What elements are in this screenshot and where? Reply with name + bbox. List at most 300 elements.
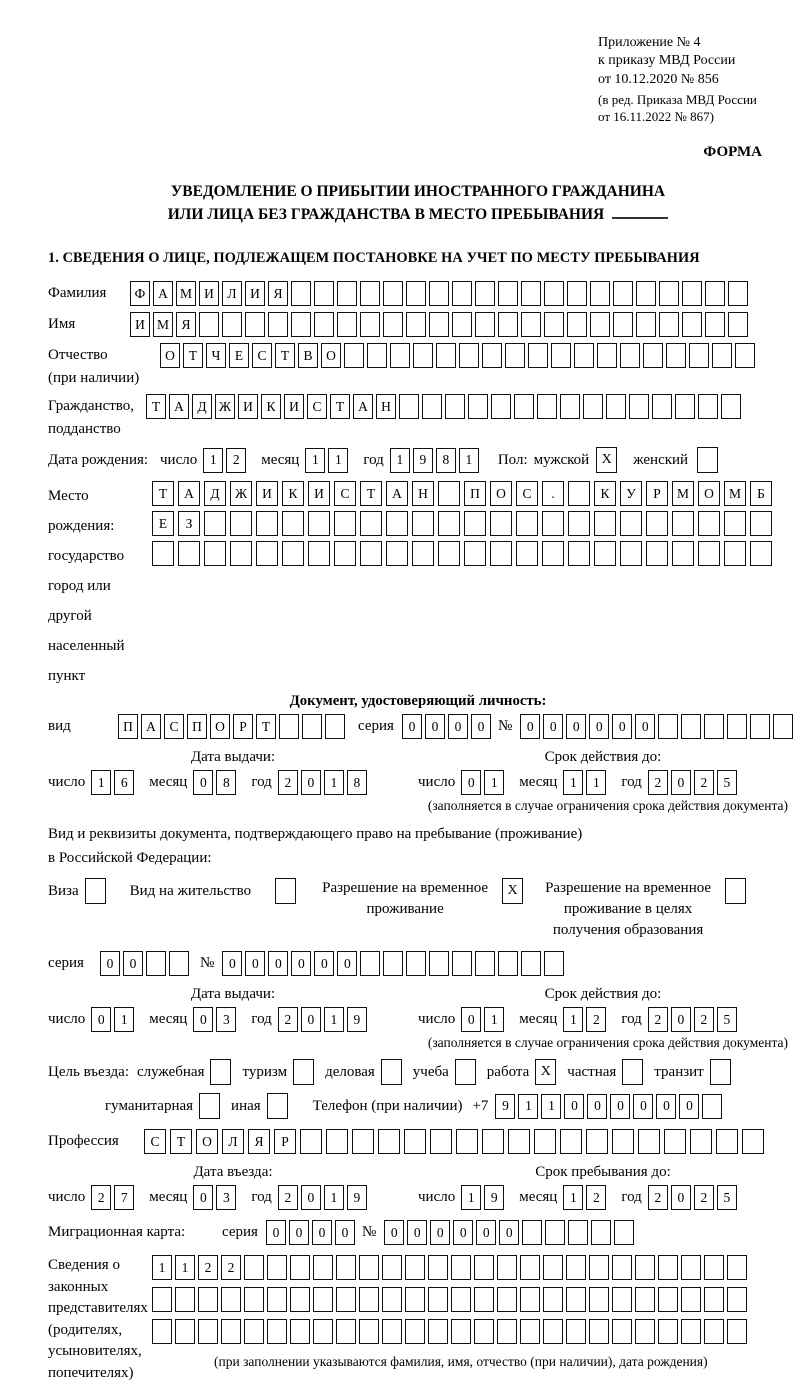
char-cell[interactable]: Ф (130, 281, 150, 306)
char-cell[interactable]: З (178, 511, 200, 536)
char-cell[interactable] (551, 343, 571, 368)
char-cell[interactable]: 2 (694, 770, 714, 795)
char-cell[interactable] (221, 1287, 241, 1312)
char-cell[interactable]: 1 (328, 448, 348, 473)
char-cell[interactable] (438, 541, 460, 566)
char-cell[interactable]: 2 (648, 770, 668, 795)
char-cell[interactable]: 0 (633, 1094, 653, 1119)
char-cell[interactable] (360, 541, 382, 566)
char-cell[interactable] (520, 1287, 540, 1312)
char-cell[interactable] (429, 951, 449, 976)
char-cell[interactable] (152, 1319, 172, 1344)
char-cell[interactable]: 1 (484, 1007, 504, 1032)
char-cell[interactable]: И (238, 394, 258, 419)
char-cell[interactable]: 9 (413, 448, 433, 473)
char-cell[interactable] (498, 951, 518, 976)
char-cell[interactable] (689, 343, 709, 368)
char-cell[interactable] (681, 1255, 701, 1280)
char-cell[interactable] (406, 312, 426, 337)
char-cell[interactable] (256, 511, 278, 536)
char-cell[interactable]: 0 (589, 714, 609, 739)
char-cell[interactable]: 0 (301, 1185, 321, 1210)
char-cell[interactable] (245, 312, 265, 337)
char-cell[interactable] (681, 714, 701, 739)
char-cell[interactable]: 0 (291, 951, 311, 976)
char-cell[interactable] (308, 511, 330, 536)
char-cell[interactable] (704, 1319, 724, 1344)
char-cell[interactable] (169, 951, 189, 976)
option-checkbox[interactable]: X (535, 1059, 556, 1085)
char-cell[interactable] (382, 1319, 402, 1344)
char-cell[interactable]: 0 (499, 1220, 519, 1245)
option-checkbox[interactable] (381, 1059, 402, 1085)
char-cell[interactable] (537, 394, 557, 419)
char-cell[interactable] (451, 1287, 471, 1312)
char-cell[interactable]: 0 (337, 951, 357, 976)
sex-male-checkbox[interactable]: X (596, 447, 617, 473)
char-cell[interactable]: О (321, 343, 341, 368)
char-cell[interactable] (589, 1255, 609, 1280)
char-cell[interactable] (612, 1255, 632, 1280)
char-cell[interactable]: С (144, 1129, 166, 1154)
char-cell[interactable]: Р (646, 481, 668, 506)
char-cell[interactable] (314, 312, 334, 337)
char-cell[interactable]: 0 (402, 714, 422, 739)
char-cell[interactable]: 1 (203, 448, 223, 473)
visa-checkbox[interactable] (85, 878, 106, 904)
char-cell[interactable] (635, 1319, 655, 1344)
char-cell[interactable]: Т (330, 394, 350, 419)
char-cell[interactable]: Р (274, 1129, 296, 1154)
char-cell[interactable] (658, 1287, 678, 1312)
char-cell[interactable] (545, 1220, 565, 1245)
char-cell[interactable]: 0 (222, 951, 242, 976)
char-cell[interactable] (721, 394, 741, 419)
char-cell[interactable] (267, 1255, 287, 1280)
char-cell[interactable]: 2 (648, 1007, 668, 1032)
char-cell[interactable]: А (153, 281, 173, 306)
char-cell[interactable] (334, 541, 356, 566)
char-cell[interactable] (560, 1129, 582, 1154)
char-cell[interactable] (635, 1255, 655, 1280)
char-cell[interactable]: 1 (563, 770, 583, 795)
char-cell[interactable] (567, 281, 587, 306)
char-cell[interactable] (382, 1287, 402, 1312)
char-cell[interactable]: 0 (543, 714, 563, 739)
char-cell[interactable] (428, 1319, 448, 1344)
char-cell[interactable] (698, 541, 720, 566)
char-cell[interactable]: 0 (461, 1007, 481, 1032)
char-cell[interactable]: 0 (566, 714, 586, 739)
char-cell[interactable]: 0 (425, 714, 445, 739)
char-cell[interactable] (681, 1287, 701, 1312)
char-cell[interactable] (659, 312, 679, 337)
char-cell[interactable]: Ж (230, 481, 252, 506)
char-cell[interactable] (146, 951, 166, 976)
char-cell[interactable]: 1 (114, 1007, 134, 1032)
char-cell[interactable] (638, 1129, 660, 1154)
char-cell[interactable] (646, 511, 668, 536)
char-cell[interactable] (430, 1129, 452, 1154)
temp-permit-checkbox[interactable]: X (502, 878, 523, 904)
char-cell[interactable] (360, 511, 382, 536)
char-cell[interactable] (613, 312, 633, 337)
char-cell[interactable]: 0 (384, 1220, 404, 1245)
char-cell[interactable]: 0 (679, 1094, 699, 1119)
char-cell[interactable] (594, 541, 616, 566)
char-cell[interactable] (566, 1287, 586, 1312)
char-cell[interactable] (378, 1129, 400, 1154)
char-cell[interactable] (568, 1220, 588, 1245)
char-cell[interactable]: 9 (347, 1185, 367, 1210)
char-cell[interactable] (482, 343, 502, 368)
option-checkbox[interactable] (267, 1093, 288, 1119)
char-cell[interactable]: 2 (648, 1185, 668, 1210)
char-cell[interactable] (574, 343, 594, 368)
option-checkbox[interactable] (710, 1059, 731, 1085)
char-cell[interactable] (728, 281, 748, 306)
char-cell[interactable]: Д (192, 394, 212, 419)
char-cell[interactable]: 1 (152, 1255, 172, 1280)
char-cell[interactable]: 8 (347, 770, 367, 795)
char-cell[interactable]: 0 (656, 1094, 676, 1119)
char-cell[interactable]: А (178, 481, 200, 506)
char-cell[interactable]: М (176, 281, 196, 306)
char-cell[interactable]: 1 (484, 770, 504, 795)
char-cell[interactable]: У (620, 481, 642, 506)
char-cell[interactable]: К (594, 481, 616, 506)
char-cell[interactable]: 0 (671, 1007, 691, 1032)
char-cell[interactable]: М (672, 481, 694, 506)
char-cell[interactable] (359, 1319, 379, 1344)
char-cell[interactable] (620, 511, 642, 536)
char-cell[interactable] (544, 281, 564, 306)
char-cell[interactable] (413, 343, 433, 368)
char-cell[interactable] (497, 1255, 517, 1280)
char-cell[interactable] (566, 1255, 586, 1280)
char-cell[interactable]: 0 (289, 1220, 309, 1245)
char-cell[interactable] (589, 1319, 609, 1344)
char-cell[interactable]: Т (256, 714, 276, 739)
char-cell[interactable]: Я (268, 281, 288, 306)
char-cell[interactable] (199, 312, 219, 337)
char-cell[interactable] (429, 312, 449, 337)
char-cell[interactable] (724, 541, 746, 566)
char-cell[interactable]: 0 (193, 770, 213, 795)
char-cell[interactable]: 2 (91, 1185, 111, 1210)
char-cell[interactable] (568, 481, 590, 506)
char-cell[interactable]: 0 (266, 1220, 286, 1245)
char-cell[interactable] (279, 714, 299, 739)
char-cell[interactable]: С (307, 394, 327, 419)
char-cell[interactable] (586, 1129, 608, 1154)
char-cell[interactable] (325, 714, 345, 739)
char-cell[interactable] (567, 312, 587, 337)
char-cell[interactable]: И (284, 394, 304, 419)
char-cell[interactable] (382, 1255, 402, 1280)
char-cell[interactable] (267, 1287, 287, 1312)
char-cell[interactable] (482, 1129, 504, 1154)
char-cell[interactable] (336, 1255, 356, 1280)
char-cell[interactable] (521, 312, 541, 337)
char-cell[interactable]: Л (222, 1129, 244, 1154)
char-cell[interactable] (682, 281, 702, 306)
char-cell[interactable]: И (130, 312, 150, 337)
char-cell[interactable] (490, 541, 512, 566)
char-cell[interactable] (222, 312, 242, 337)
char-cell[interactable] (716, 1129, 738, 1154)
char-cell[interactable] (438, 481, 460, 506)
char-cell[interactable]: Б (750, 481, 772, 506)
char-cell[interactable] (498, 312, 518, 337)
char-cell[interactable] (659, 281, 679, 306)
char-cell[interactable]: Т (152, 481, 174, 506)
char-cell[interactable] (672, 541, 694, 566)
char-cell[interactable]: А (386, 481, 408, 506)
char-cell[interactable] (422, 394, 442, 419)
char-cell[interactable] (672, 511, 694, 536)
char-cell[interactable]: 9 (495, 1094, 515, 1119)
char-cell[interactable] (244, 1255, 264, 1280)
char-cell[interactable] (727, 1287, 747, 1312)
char-cell[interactable]: П (464, 481, 486, 506)
char-cell[interactable] (204, 541, 226, 566)
char-cell[interactable] (360, 312, 380, 337)
char-cell[interactable] (568, 541, 590, 566)
char-cell[interactable] (475, 951, 495, 976)
char-cell[interactable] (267, 1319, 287, 1344)
char-cell[interactable]: О (196, 1129, 218, 1154)
char-cell[interactable] (643, 343, 663, 368)
char-cell[interactable] (636, 312, 656, 337)
char-cell[interactable] (405, 1255, 425, 1280)
char-cell[interactable]: П (118, 714, 138, 739)
char-cell[interactable] (705, 312, 725, 337)
char-cell[interactable] (230, 541, 252, 566)
char-cell[interactable] (520, 1255, 540, 1280)
char-cell[interactable]: 6 (114, 770, 134, 795)
char-cell[interactable] (724, 511, 746, 536)
char-cell[interactable]: 3 (216, 1185, 236, 1210)
char-cell[interactable] (452, 312, 472, 337)
char-cell[interactable] (475, 312, 495, 337)
char-cell[interactable] (230, 511, 252, 536)
char-cell[interactable] (175, 1287, 195, 1312)
char-cell[interactable] (658, 1255, 678, 1280)
char-cell[interactable] (360, 951, 380, 976)
char-cell[interactable] (152, 541, 174, 566)
char-cell[interactable] (204, 511, 226, 536)
char-cell[interactable]: 0 (312, 1220, 332, 1245)
char-cell[interactable]: 0 (476, 1220, 496, 1245)
char-cell[interactable] (412, 511, 434, 536)
char-cell[interactable]: 0 (407, 1220, 427, 1245)
char-cell[interactable] (412, 541, 434, 566)
char-cell[interactable] (436, 343, 456, 368)
char-cell[interactable]: Л (222, 281, 242, 306)
char-cell[interactable]: 1 (541, 1094, 561, 1119)
char-cell[interactable] (290, 1287, 310, 1312)
char-cell[interactable] (451, 1255, 471, 1280)
char-cell[interactable] (405, 1319, 425, 1344)
char-cell[interactable] (359, 1287, 379, 1312)
char-cell[interactable] (664, 1129, 686, 1154)
char-cell[interactable] (452, 951, 472, 976)
char-cell[interactable]: 0 (100, 951, 120, 976)
char-cell[interactable]: С (164, 714, 184, 739)
char-cell[interactable] (313, 1287, 333, 1312)
char-cell[interactable]: С (334, 481, 356, 506)
char-cell[interactable] (542, 511, 564, 536)
char-cell[interactable]: И (256, 481, 278, 506)
char-cell[interactable]: 0 (268, 951, 288, 976)
char-cell[interactable] (451, 1319, 471, 1344)
char-cell[interactable] (704, 1255, 724, 1280)
char-cell[interactable]: Р (233, 714, 253, 739)
char-cell[interactable]: П (187, 714, 207, 739)
char-cell[interactable]: 0 (564, 1094, 584, 1119)
char-cell[interactable] (698, 394, 718, 419)
char-cell[interactable] (390, 343, 410, 368)
char-cell[interactable] (727, 714, 747, 739)
char-cell[interactable] (629, 394, 649, 419)
char-cell[interactable]: В (298, 343, 318, 368)
char-cell[interactable] (337, 281, 357, 306)
char-cell[interactable] (405, 1287, 425, 1312)
char-cell[interactable]: Я (176, 312, 196, 337)
char-cell[interactable]: О (698, 481, 720, 506)
char-cell[interactable] (399, 394, 419, 419)
char-cell[interactable] (646, 541, 668, 566)
char-cell[interactable] (290, 1319, 310, 1344)
char-cell[interactable] (522, 1220, 542, 1245)
char-cell[interactable] (404, 1129, 426, 1154)
char-cell[interactable]: 0 (245, 951, 265, 976)
char-cell[interactable]: 0 (461, 770, 481, 795)
char-cell[interactable] (336, 1287, 356, 1312)
char-cell[interactable]: 0 (123, 951, 143, 976)
char-cell[interactable] (290, 1255, 310, 1280)
char-cell[interactable]: Т (275, 343, 295, 368)
char-cell[interactable]: 1 (324, 1007, 344, 1032)
char-cell[interactable] (727, 1255, 747, 1280)
char-cell[interactable]: 0 (671, 770, 691, 795)
char-cell[interactable] (475, 281, 495, 306)
char-cell[interactable] (620, 541, 642, 566)
char-cell[interactable] (256, 541, 278, 566)
char-cell[interactable]: 0 (430, 1220, 450, 1245)
char-cell[interactable]: 5 (717, 770, 737, 795)
option-checkbox[interactable] (199, 1093, 220, 1119)
char-cell[interactable] (459, 343, 479, 368)
char-cell[interactable] (542, 541, 564, 566)
char-cell[interactable] (386, 511, 408, 536)
char-cell[interactable] (429, 281, 449, 306)
char-cell[interactable]: К (261, 394, 281, 419)
char-cell[interactable] (445, 394, 465, 419)
char-cell[interactable]: 0 (301, 770, 321, 795)
char-cell[interactable] (406, 951, 426, 976)
char-cell[interactable] (589, 1287, 609, 1312)
char-cell[interactable]: 0 (301, 1007, 321, 1032)
char-cell[interactable]: 0 (612, 714, 632, 739)
char-cell[interactable]: Т (170, 1129, 192, 1154)
char-cell[interactable] (334, 511, 356, 536)
char-cell[interactable]: 0 (193, 1185, 213, 1210)
char-cell[interactable]: М (153, 312, 173, 337)
char-cell[interactable] (597, 343, 617, 368)
char-cell[interactable]: Д (204, 481, 226, 506)
char-cell[interactable] (291, 312, 311, 337)
char-cell[interactable]: 1 (518, 1094, 538, 1119)
char-cell[interactable]: Т (360, 481, 382, 506)
char-cell[interactable] (521, 281, 541, 306)
char-cell[interactable]: 0 (314, 951, 334, 976)
char-cell[interactable] (675, 394, 695, 419)
char-cell[interactable]: И (245, 281, 265, 306)
char-cell[interactable] (428, 1255, 448, 1280)
char-cell[interactable] (308, 541, 330, 566)
char-cell[interactable] (198, 1319, 218, 1344)
char-cell[interactable] (543, 1287, 563, 1312)
char-cell[interactable] (704, 1287, 724, 1312)
char-cell[interactable]: 1 (586, 770, 606, 795)
char-cell[interactable]: М (724, 481, 746, 506)
char-cell[interactable]: О (490, 481, 512, 506)
char-cell[interactable]: 0 (587, 1094, 607, 1119)
char-cell[interactable] (702, 1094, 722, 1119)
char-cell[interactable] (244, 1319, 264, 1344)
char-cell[interactable] (590, 312, 610, 337)
char-cell[interactable]: 1 (461, 1185, 481, 1210)
char-cell[interactable] (508, 1129, 530, 1154)
char-cell[interactable] (452, 281, 472, 306)
char-cell[interactable] (383, 312, 403, 337)
char-cell[interactable] (438, 511, 460, 536)
char-cell[interactable] (568, 511, 590, 536)
char-cell[interactable] (612, 1287, 632, 1312)
char-cell[interactable]: 1 (175, 1255, 195, 1280)
char-cell[interactable] (367, 343, 387, 368)
char-cell[interactable] (406, 281, 426, 306)
char-cell[interactable] (244, 1287, 264, 1312)
char-cell[interactable] (704, 714, 724, 739)
char-cell[interactable] (359, 1255, 379, 1280)
char-cell[interactable] (152, 1287, 172, 1312)
char-cell[interactable] (520, 1319, 540, 1344)
char-cell[interactable]: 1 (563, 1185, 583, 1210)
char-cell[interactable]: 2 (278, 1007, 298, 1032)
char-cell[interactable]: 1 (390, 448, 410, 473)
char-cell[interactable] (497, 1319, 517, 1344)
char-cell[interactable]: 2 (278, 770, 298, 795)
char-cell[interactable] (337, 312, 357, 337)
char-cell[interactable]: 9 (484, 1185, 504, 1210)
char-cell[interactable]: 8 (216, 770, 236, 795)
char-cell[interactable] (636, 281, 656, 306)
char-cell[interactable] (682, 312, 702, 337)
char-cell[interactable] (705, 281, 725, 306)
char-cell[interactable] (474, 1319, 494, 1344)
char-cell[interactable] (282, 541, 304, 566)
char-cell[interactable] (613, 281, 633, 306)
char-cell[interactable] (735, 343, 755, 368)
char-cell[interactable] (221, 1319, 241, 1344)
option-checkbox[interactable] (210, 1059, 231, 1085)
char-cell[interactable]: С (252, 343, 272, 368)
char-cell[interactable] (336, 1319, 356, 1344)
char-cell[interactable]: 2 (278, 1185, 298, 1210)
